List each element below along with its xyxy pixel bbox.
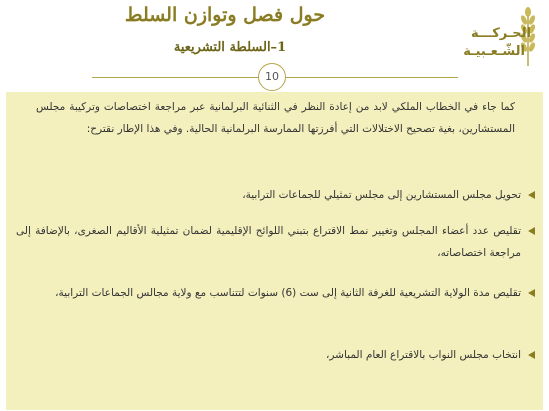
slide-subtitle: 1–السلطة التشريعية — [173, 40, 287, 55]
party-logo — [443, 4, 541, 74]
slide-title: حول فصل وتوازن السلط — [124, 4, 326, 26]
triangle-bullet-icon — [528, 191, 535, 199]
slide-header — [0, 0, 549, 92]
logo-text-line1: الحـركـــة — [470, 26, 531, 41]
bullet-item: انتخاب مجلس النواب بالاقتراع العام المباشر، — [325, 349, 521, 361]
bullet-item: تقليص مدة الولاية التشريعية للغرفة الثانية إلى ست (6) سنوات لتتناسب مع ولاية مجالس الجماعات الترابية، — [55, 287, 521, 299]
triangle-bullet-icon — [528, 289, 535, 297]
bullet-item: تحويل مجلس المستشارين إلى مجلس تمثيلي للجماعات الترابية، — [242, 189, 521, 201]
triangle-bullet-icon — [528, 227, 535, 235]
intro-paragraph: كما جاء في الخطاب الملكي لابد من إعادة النظر في الثنائية البرلمانية عبر مراجعة اختصاصات وتركيبة مجلس المستشارين، بغية تصحيح الاختلالات التي أفرزتها الممارسة البرلمانية الحالية. وفي هذا الإطار نقترح: — [36, 101, 515, 135]
page-number: 10 — [258, 63, 286, 91]
bullet-item: تقليص عدد أعضاء المجلس وتغيير نمط الاقتراع بتبني اللوائح الإقليمية لضمان تمثيلية الأقاليم الصغرى، بالإضافة إلى مراجعة اختصاصاته، — [16, 225, 521, 259]
triangle-bullet-icon — [528, 351, 535, 359]
logo-text-line2: الشّـعـبيـة — [463, 44, 525, 59]
content-panel — [6, 92, 543, 410]
